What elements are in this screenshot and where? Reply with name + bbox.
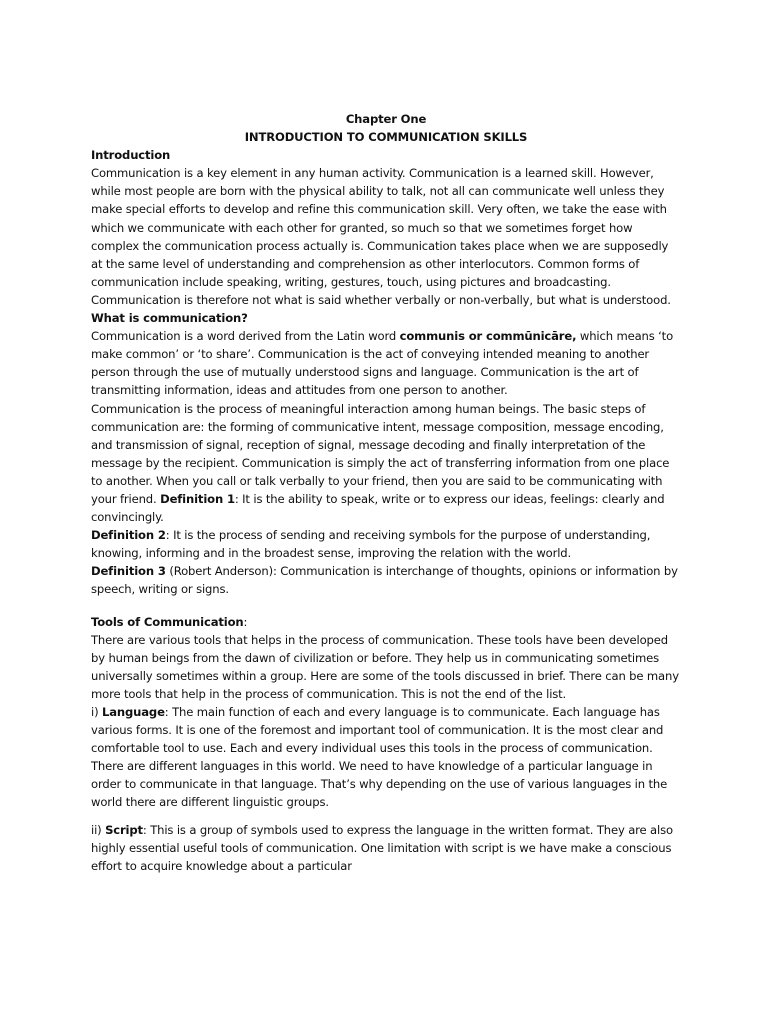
introduction-heading: Introduction xyxy=(91,148,171,163)
language-prefix: i) xyxy=(91,705,102,719)
process-paragraph xyxy=(91,400,681,527)
chapter-label: Chapter One xyxy=(345,112,427,126)
definition-3-text: (Robert Anderson): Communication is interchange of thoughts, opinions or information by speech, writing or signs. xyxy=(91,564,678,597)
definition-1-text: : It is the ability to speak, write or to express our ideas, feelings: clearly and convincingly. xyxy=(91,491,665,525)
etymology-paragraph xyxy=(91,327,681,399)
tools-heading: Tools of Communication xyxy=(91,614,244,629)
script-label: Script xyxy=(105,822,143,837)
language-text: : The main function of each and every language is to communicate. Each language has various forms. It is one of the foremost and important tool of communication. It is the most clear and comfortable tool to use. Each and every individual uses this tools in the process of communication. There are different languages in this world. We need to have knowledge of a particular language in order to communicate in that language. That’s why depending on the use of various languages in the world there are different linguistic groups. xyxy=(91,705,668,810)
definition-2-text: : It is the process of sending and receiving symbols for the purpose of understanding, knowing, informing and in the broadest sense, improving the relation with the world. xyxy=(91,528,651,561)
etymology-text-start: Communication is a word derived from the Latin word xyxy=(91,329,400,344)
script-text: : This is a group of symbols used to express the language in the written format. They are also highly essential useful tools of communication. One limitation with script is we have make a conscious effort to acquire knowledge about a particular xyxy=(91,822,673,873)
process-text: Communication is the process of meaningful interaction among human beings. The basic steps of communication are: the forming of communicative intent, message composition, message encoding, and transmission of signal, reception of signal, message decoding and finally interpretation of the message by the recipient. Communication is simply the act of transferring information from one place to another. When you call or talk verbally to your friend, then you are said to be communicating with your friend. xyxy=(91,401,670,506)
introduction-paragraph: Communication is a key element in any human activity. Communication is a learned skill. However, while most people are born with the physical ability to talk, not all can communicate well unless they make special efforts to develop and refine this communication skill. Very often, we take the ease with which we communicate with each other for granted, so much so that we sometimes forget how complex the communication process actually is. Communication takes place when we are supposedly at the same level of understanding and comprehension as other interlocutors. Common forms of communication include speaking, writing, gestures, touch, using pictures and broadcasting. Communication is therefore not what is said whether verbally or non-verbally, but what is understood. xyxy=(91,166,671,307)
what-is-communication-heading: What is communication? xyxy=(91,311,248,326)
etymology-text-end: which means ‘to make common’ or ‘to share’. Communication is the act of conveying intended meaning to another person through the use of mutually understood signs and language. Communication is the art of transmitting information, ideas and attitudes from one person to another. xyxy=(91,329,674,398)
latin-term: communis or commūnicāre, xyxy=(399,329,577,344)
script-prefix: ii) xyxy=(91,822,106,837)
definition-3-paragraph xyxy=(91,562,681,598)
tools-intro-paragraph: There are various tools that helps in the process of communication. These tools have been developed by human beings from the dawn of civilization or before. They help us in communicating sometimes universally sometimes within a group. Here are some of the tools discussed in brief. There can be many more tools that help in the process of communication. This is not the end of the list. xyxy=(91,632,679,701)
tools-heading-colon: : xyxy=(243,614,248,629)
definition-3-label: Definition 3 xyxy=(91,564,166,579)
document-body xyxy=(91,110,681,875)
chapter-title: INTRODUCTION TO COMMUNICATION SKILLS xyxy=(244,130,528,145)
definition-2-paragraph xyxy=(91,526,681,562)
script-paragraph xyxy=(91,821,681,875)
paragraph-spacer xyxy=(91,812,681,821)
language-paragraph xyxy=(91,703,681,812)
definition-1-label: Definition 1 xyxy=(160,491,235,506)
tools-heading-line xyxy=(91,613,681,631)
definition-2-label: Definition 2 xyxy=(91,528,166,543)
language-label: Language xyxy=(101,705,165,719)
section-spacer xyxy=(91,599,681,613)
